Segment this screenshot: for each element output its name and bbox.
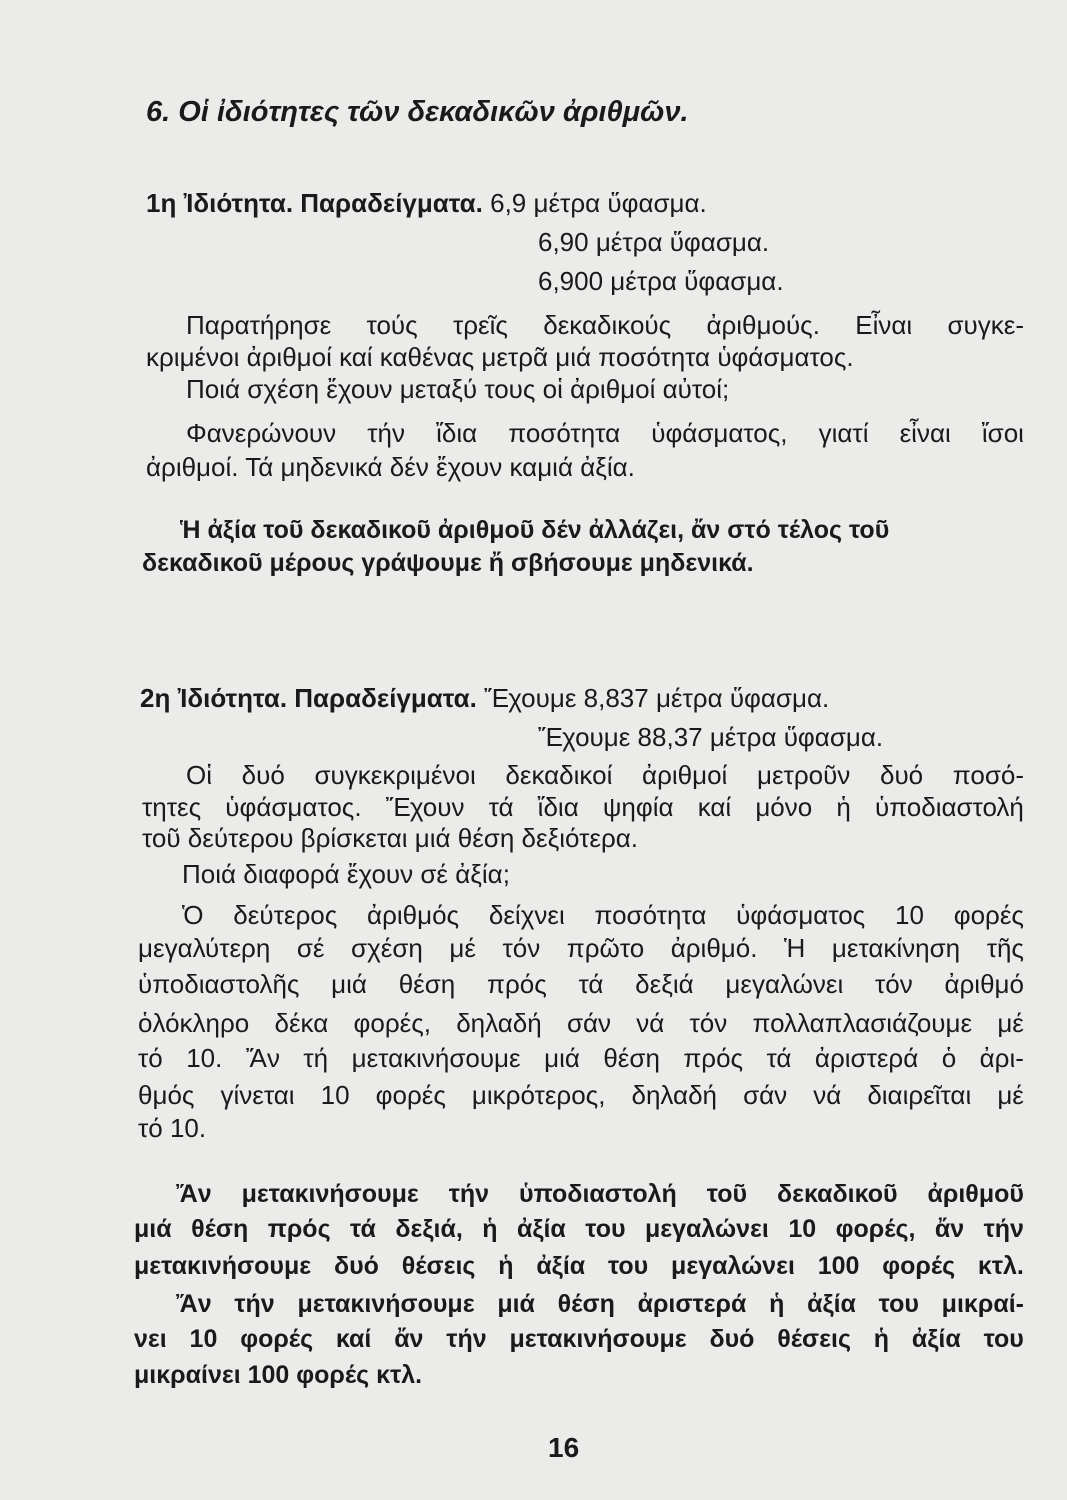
word: θέση — [398, 969, 456, 999]
word: δέκα — [274, 1008, 329, 1038]
word: φορές — [882, 1252, 956, 1280]
rule-line — [134, 1250, 1024, 1282]
section-title: 6. Οἱ ἰδιότητες τῶν δεκαδικῶν ἀριθμῶν. — [146, 96, 689, 128]
word: γιατί — [818, 418, 869, 448]
word: του — [607, 1252, 649, 1280]
word: ἡ — [498, 1252, 514, 1280]
word: δηλαδή — [456, 1008, 542, 1038]
word: μικραί- — [941, 1290, 1024, 1318]
word: φορές — [375, 1080, 446, 1110]
rule-line — [134, 1323, 1024, 1355]
word: Οἱ — [186, 760, 212, 790]
word: μετακίνηση — [831, 933, 961, 963]
word: 10 — [895, 900, 924, 930]
word: ἡ — [873, 1325, 890, 1353]
word: δεύτερος — [233, 900, 338, 930]
word: δεξιά — [635, 969, 694, 999]
example-2-b: Ἔχουμε 88,37 μέτρα ὕφασμα. — [538, 722, 884, 752]
text-line: τοῦ δεύτερου βρίσκεται μιά θέση δεξιότερα. — [142, 823, 639, 853]
word: ὑφάσματος — [736, 900, 866, 930]
word: μετακινήσουμε — [241, 1180, 419, 1208]
word: τά — [766, 1043, 792, 1073]
word: μετακινήσουμε — [509, 1325, 687, 1353]
word: ἡ — [769, 1290, 785, 1318]
property-2-label: 2η Ἰδιότητα. Παραδείγματα. — [140, 683, 477, 713]
word: 10. — [186, 1043, 223, 1073]
word: πρός — [683, 1043, 744, 1073]
rule-line: Ἡ ἀξία τοῦ δεκαδικοῦ ἀριθμοῦ δέν ἀλλάζει, ἄν στό τέλος τοῦ — [180, 516, 890, 544]
property-1-heading — [146, 187, 707, 219]
text-line — [186, 309, 1024, 341]
word: ἀριστερά — [637, 1290, 747, 1318]
word: ὁ — [941, 1043, 957, 1073]
word: τήν — [446, 1325, 487, 1353]
word: Εἶναι — [855, 310, 913, 340]
word: τήν — [234, 1290, 275, 1318]
word: τόν — [689, 1008, 728, 1038]
rule-line — [134, 1213, 1024, 1245]
word: φορές — [240, 1325, 314, 1353]
word: πρός — [267, 1215, 331, 1243]
word: δυό — [333, 1252, 379, 1280]
word: ἄν — [394, 1325, 424, 1353]
word: δεξιά, — [395, 1215, 463, 1243]
property-2-heading — [140, 682, 829, 714]
word: σχέση — [351, 933, 423, 963]
word: δεκαδικούς — [543, 310, 672, 340]
word: ἀξία — [911, 1325, 961, 1353]
word: ὑποδιαστολῆς — [138, 969, 300, 999]
word: δυό — [241, 760, 285, 790]
word: τήν — [983, 1215, 1024, 1243]
word: ὑφάσματος. — [225, 792, 362, 822]
word: θέση — [191, 1215, 249, 1243]
word: ὑποδιαστολή — [874, 792, 1024, 822]
word: Ἄν — [245, 1043, 280, 1073]
text-line — [138, 968, 1024, 1000]
word: τήν — [367, 418, 405, 448]
word: εἶναι — [899, 418, 951, 448]
word: ὑποδιαστολή — [519, 1180, 677, 1208]
word: τοῦ — [706, 1180, 748, 1208]
word: Παρατήρησε — [186, 310, 332, 340]
word: ἀριστερά — [814, 1043, 919, 1073]
word: μιά — [544, 1043, 580, 1073]
word: δεκαδικοῦ — [777, 1180, 898, 1208]
word: σέ — [296, 933, 325, 963]
word: μέ — [997, 1080, 1024, 1110]
word: φορές, — [835, 1215, 916, 1243]
word: ψηφία — [602, 792, 674, 822]
word: θέση — [603, 1043, 660, 1073]
word: Ἄν — [176, 1290, 212, 1318]
word: μετροῦν — [756, 760, 851, 790]
rule-line: δεκαδικοῦ μέρους γράψουμε ἤ σβήσουμε μηδενικά. — [142, 549, 754, 577]
word: τρεῖς — [452, 310, 508, 340]
word: σάν — [566, 1008, 612, 1038]
text-line: κριμένοι ἀριθμοί καί καθένας μετρᾶ μιά ποσότητα ὑφάσματος. — [146, 342, 854, 372]
word: τά — [350, 1215, 376, 1243]
word: τά — [488, 792, 514, 822]
word: ἴδια — [436, 418, 478, 448]
word: θέση — [557, 1290, 615, 1318]
text-line — [138, 932, 1024, 964]
text-line — [186, 417, 1024, 449]
word: ἴδια — [537, 792, 579, 822]
word: Φανερώνουν — [186, 418, 337, 448]
word: τά — [578, 969, 604, 999]
text-line — [186, 759, 1024, 791]
word: τή — [303, 1043, 329, 1073]
word: Ὁ — [182, 900, 204, 930]
example-2-a: Ἔχουμε 8,837 μέτρα ὕφασμα. — [484, 683, 830, 713]
text-line: ἀριθμοί. Τά μηδενικά δέν ἔχουν καμιά ἀξία. — [146, 452, 635, 482]
word: πρῶτο — [566, 933, 645, 963]
word: συγκε- — [947, 310, 1024, 340]
word: μεγαλώνει — [671, 1252, 795, 1280]
word: συγκεκριμένοι — [314, 760, 476, 790]
word: τόν — [502, 933, 541, 963]
word: μιά — [497, 1290, 535, 1318]
rule-line: μικραίνει 100 φορές κτλ. — [134, 1361, 423, 1389]
word: δείχνει — [488, 900, 565, 930]
word: ἄν — [934, 1215, 965, 1243]
word: μετακινήσουμε — [297, 1290, 475, 1318]
text-line — [138, 1007, 1024, 1039]
word: μέ — [997, 1008, 1024, 1038]
word: Ἔχουν — [385, 792, 465, 822]
text-line: Ποιά σχέση ἔχουν μεταξύ τους οἱ ἀριθμοί αὐτοί; — [186, 374, 730, 404]
word: πρός — [487, 969, 547, 999]
word: μιά — [331, 969, 367, 999]
word: τόν — [875, 969, 913, 999]
word: ἀξία — [516, 1215, 566, 1243]
word: του — [878, 1290, 919, 1318]
word: του — [585, 1215, 626, 1243]
word: 10 — [320, 1080, 350, 1110]
text-line — [138, 1042, 1024, 1074]
text-line — [138, 1079, 1024, 1111]
word: ἴσοι — [981, 418, 1024, 448]
example-1-c: 6,900 μέτρα ὕφασμα. — [538, 266, 784, 296]
word: ἀξία — [536, 1252, 586, 1280]
word: μετακινήσουμε — [351, 1043, 521, 1073]
word: δυό — [709, 1325, 755, 1353]
page-number: 16 — [548, 1432, 580, 1463]
word: 10 — [189, 1325, 218, 1353]
word: διαιρεῖται — [867, 1080, 972, 1110]
word: τό — [138, 1043, 163, 1073]
word: νει — [134, 1325, 167, 1353]
word: ἀρι- — [979, 1043, 1024, 1073]
word: νά — [813, 1080, 842, 1110]
word: μετακινήσουμε — [134, 1252, 312, 1280]
word: ποσότητα — [508, 418, 621, 448]
property-1-label: 1η Ἰδιότητα. Παραδείγματα. — [146, 188, 483, 218]
word: καί — [697, 792, 732, 822]
word: κτλ. — [977, 1252, 1024, 1280]
word: ἀριθμούς. — [706, 310, 820, 340]
word: φορές — [953, 900, 1024, 930]
word: θέσεις — [777, 1325, 851, 1353]
word: φορές, — [353, 1008, 431, 1038]
word: ποσότητα — [594, 900, 707, 930]
word: ἀριθμοί — [642, 760, 728, 790]
word: ἀριθμό — [944, 969, 1024, 999]
word: γίνεται — [220, 1080, 295, 1110]
word: μεγαλώνει — [644, 1215, 769, 1243]
word: δηλαδή — [631, 1080, 718, 1110]
word: ἀριθμοῦ — [927, 1180, 1024, 1208]
rule-line — [176, 1178, 1024, 1210]
word: σάν — [743, 1080, 788, 1110]
text-line: Ποιά διαφορά ἔχουν σέ ἀξία; — [182, 859, 510, 889]
word: ἀριθμός — [367, 900, 460, 930]
word: μεγαλύτερη — [138, 933, 271, 963]
word: τήν — [448, 1180, 490, 1208]
word: 100 — [817, 1252, 860, 1280]
word: θέσεις — [401, 1252, 476, 1280]
word: ἀξία — [807, 1290, 856, 1318]
word: μεγαλώνει — [725, 969, 844, 999]
word: πολλαπλασιάζουμε — [752, 1008, 973, 1038]
text-line: τό 10. — [138, 1113, 207, 1143]
word: τῆς — [986, 933, 1024, 963]
rule-line — [176, 1288, 1024, 1320]
word: Ἡ — [784, 933, 806, 963]
word: δεκαδικοί — [505, 760, 613, 790]
word: ὑφάσματος, — [651, 418, 788, 448]
text-line — [142, 791, 1024, 823]
word: ὁλόκληρο — [138, 1008, 250, 1038]
word: μικρότερος, — [471, 1080, 606, 1110]
word: 10 — [788, 1215, 817, 1243]
word: του — [983, 1325, 1024, 1353]
word: δυό — [879, 760, 924, 790]
text-line — [182, 899, 1024, 931]
word: ποσό- — [952, 760, 1024, 790]
example-1-b: 6,90 μέτρα ὕφασμα. — [538, 227, 770, 257]
word: μέ — [449, 933, 476, 963]
example-1-a: 6,9 μέτρα ὕφασμα. — [490, 188, 707, 218]
word: θμός — [138, 1080, 195, 1110]
word: νά — [636, 1008, 665, 1038]
word: καί — [335, 1325, 372, 1353]
word: ἡ — [482, 1215, 498, 1243]
word: ἡ — [836, 792, 851, 822]
word: τητες — [142, 792, 202, 822]
word: ἀριθμό. — [670, 933, 758, 963]
word: τούς — [366, 310, 418, 340]
word: μιά — [134, 1215, 172, 1243]
word: Ἄν — [176, 1180, 212, 1208]
word: μόνο — [755, 792, 813, 822]
